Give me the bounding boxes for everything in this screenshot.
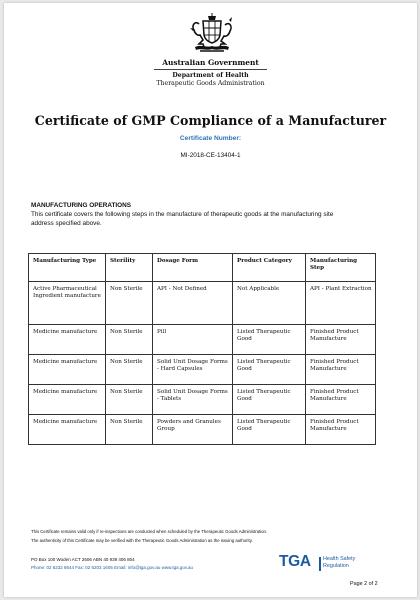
cell-manufacturing-step: Finished Product Manufacture <box>306 415 376 445</box>
cell-sterility: Non Sterile <box>106 282 153 325</box>
cell-sterility: Non Sterile <box>106 415 153 445</box>
page-number: Page 2 of 2 <box>350 581 378 587</box>
administration-name: Therapeutic Goods Administration <box>156 80 265 87</box>
contact-details: Phone: 02 6232 8644 Fax: 02 6203 1605 Email: info@tga.gov.au www.tga.gov.au <box>31 565 194 570</box>
table-row <box>29 415 376 445</box>
cell-product-category: Listed Therapeutic Good <box>233 325 306 355</box>
table-header-row <box>29 254 376 282</box>
certificate-page <box>4 3 417 597</box>
cell-manufacturing-type: Medicine manufacture <box>29 325 106 355</box>
department-name: Department of Health <box>172 72 249 79</box>
col-header-manufacturing-step: Manufacturing Step <box>306 254 376 282</box>
tga-logo-tagline <box>323 556 355 569</box>
table-row <box>29 325 376 355</box>
cell-product-category: Not Applicable <box>233 282 306 325</box>
certificate-title: Certificate of GMP Compliance of a Manufacturer <box>34 113 387 128</box>
section-intro: This certificate covers the following steps in the manufacture of therapeutic goods at the manufacturing site address specified above. <box>31 211 334 227</box>
cell-manufacturing-type: Medicine manufacture <box>29 355 106 385</box>
tga-tagline-line-1: Health Safety <box>323 556 356 562</box>
cell-sterility: Non Sterile <box>106 325 153 355</box>
cell-manufacturing-step: Finished Product Manufacture <box>306 325 376 355</box>
validity-note: This Certificate remains valid only if re-inspections are conducted when scheduled by the Therapeutic Goods Administration. <box>31 529 268 534</box>
table-row <box>29 385 376 415</box>
cell-dosage-form: API - Not Defined <box>153 282 233 325</box>
tga-logo-bar <box>319 557 321 571</box>
cell-dosage-form: Solid Unit Dosage Forms - Hard Capsules <box>153 355 233 385</box>
tga-logo: TGA <box>279 553 311 570</box>
cell-manufacturing-type: Active Pharmaceutical Ingredient manufacture <box>29 282 106 325</box>
table-row <box>29 355 376 385</box>
authenticity-note: The authenticity of this Certificate may be verified with the Therapeutic Goods Administration as the issuing authority. <box>31 538 253 543</box>
section-heading: MANUFACTURING OPERATIONS <box>31 202 131 209</box>
col-header-sterility: Sterility <box>106 254 153 282</box>
col-header-product-category: Product Category <box>233 254 306 282</box>
col-header-dosage-form: Dosage Form <box>153 254 233 282</box>
cell-manufacturing-step: API - Plant Extraction <box>306 282 376 325</box>
cell-manufacturing-step: Finished Product Manufacture <box>306 385 376 415</box>
manufacturing-operations-table <box>28 253 376 445</box>
government-name: Australian Government <box>162 58 259 67</box>
cell-manufacturing-step: Finished Product Manufacture <box>306 355 376 385</box>
table-row <box>29 282 376 325</box>
cell-sterility: Non Sterile <box>106 385 153 415</box>
tga-tagline-line-2: Regulation <box>323 562 349 569</box>
cell-product-category: Listed Therapeutic Good <box>233 415 306 445</box>
cell-dosage-form: Pill <box>153 325 233 355</box>
cell-dosage-form: Powders and Granules Group <box>153 415 233 445</box>
cell-product-category: Listed Therapeutic Good <box>233 385 306 415</box>
coat-of-arms-icon <box>186 11 238 55</box>
cell-dosage-form: Solid Unit Dosage Forms - Tablets <box>153 385 233 415</box>
cell-sterility: Non Sterile <box>106 355 153 385</box>
col-header-manufacturing-type: Manufacturing Type <box>29 254 106 282</box>
cell-manufacturing-type: Medicine manufacture <box>29 415 106 445</box>
cell-manufacturing-type: Medicine manufacture <box>29 385 106 415</box>
postal-address: PO Box 100 Woden ACT 2606 ABN 40 939 406 804 <box>31 557 135 562</box>
certificate-number-label: Certificate Number: <box>179 135 242 142</box>
header-divider <box>154 69 267 70</box>
certificate-number: MI-2018-CE-13404-1 <box>180 152 241 159</box>
cell-product-category: Listed Therapeutic Good <box>233 355 306 385</box>
